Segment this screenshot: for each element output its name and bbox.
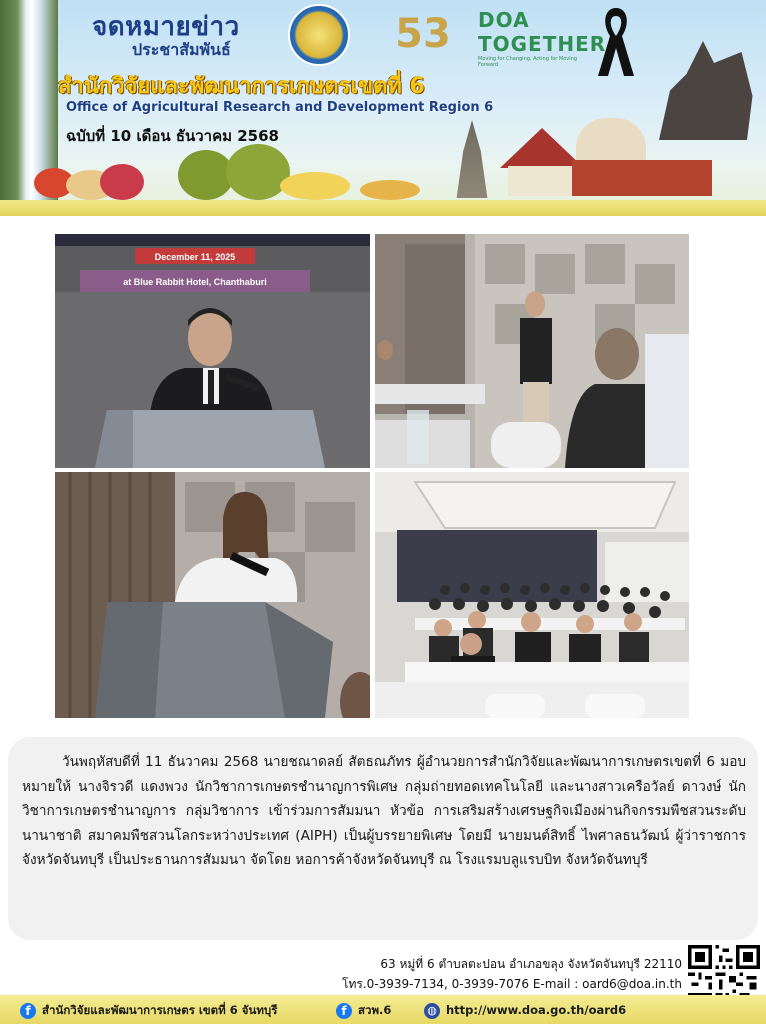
photo-date-banner: December 11, 2025 [154,252,236,262]
facebook-page-link[interactable] [20,1000,277,1020]
doa-together-logo [478,8,607,68]
news-caption-box [8,737,758,940]
mourning-ribbon-icon [596,6,636,78]
anniversary-53-logo [380,8,466,60]
office-title-en: Office of Agricultural Research and Development Region 6 [66,100,494,115]
photo-audience-hall [375,472,689,718]
photo-presenter-room [375,234,689,468]
phone-email-line: โทร.0-3939-7134, 0-3939-7076 E-mail : oard6@doa.in.th [342,977,682,991]
fruit-decoration [100,164,144,200]
globe-icon: ◍ [424,1003,440,1019]
contact-address [342,954,682,994]
footer-bar [0,995,766,1024]
doa-together-text: DOA TOGETHER [478,8,607,56]
fruit-decoration [360,180,420,200]
photo-venue-banner: at Blue Rabbit Hotel, Chanthaburi [123,277,267,287]
address-line: 63 หมู่ที่ 6 ตำบลตะปอน อำเภอขลุง จังหวัดจันทบุรี 22110 [380,957,682,971]
facebook-icon: f [20,1003,36,1019]
newsletter-title: จดหมายข่าว [92,12,240,42]
facebook-page-label: สำนักวิจัยและพัฒนาการเกษตร เขตที่ 6 จันทบุรี [42,1003,278,1017]
news-caption-text: วันพฤหัสบดีที่ 11 ธันวาคม 2568 นายชณาดลย์ สัตธณภัทร ผู้อำนวยการสำนักวิจัยและพัฒนาการเกษตรเขตที่ 6 มอบหมายให้ นางจิรวดี แดงพวง นักวิชาการเกษตรชำนาญการพิเศษ กลุ่มถ่ายทอดเทคโนโลยี และนางสาวเครือวัลย์ ดาวงษ์ นักวิชาการเกษตรชำนาญการ กลุ่มวิชาการ เข้าร่วมการสัมมนา หัวข้อ การเสริมสร้างเศรษฐกิจเมืองผ่านกิจกรรมพืชสวนระดับนานาชาติ สมาคมพืชสวนโลกระหว่างประเทศ (AIPH) เป็นผู้บรรยายพิเศษ โดยมี นายมนต์สิทธิ์ ไพศาลธนวัฒน์ ผู้ว่าราชการจังหวัดจันทบุรี เป็นประธานการสัมมนา จัดโดย หอการค้าจังหวัดจันทบุรี ณ โรงแรมบลูแรบบิท จังหวัดจันทบุรี [22,754,746,869]
website-label: http://www.doa.go.th/oard6 [446,1003,627,1017]
pagoda-image [450,120,494,198]
cathedral-image [576,118,646,166]
facebook-short-label: สวพ.6 [358,1003,392,1017]
durian-decoration [226,144,290,200]
facebook-icon: f [336,1003,352,1019]
photo-speaker-male [55,234,370,468]
doa-seal-logo [288,4,350,66]
website-link[interactable] [424,1000,626,1020]
newsletter-subtitle: ประชาสัมพันธ์ [132,40,231,59]
header-banner [0,0,766,216]
buildings-image [572,160,712,196]
king-statue-image [648,30,758,140]
logo-53-number: 53 [395,11,451,57]
issue-info: ฉบับที่ 10 เดือน ธันวาคม 2568 [66,127,279,145]
fruit-decoration [280,172,350,200]
temple-wall [508,166,576,196]
photo-speaker-female [55,472,370,718]
facebook-short-link[interactable] [336,1000,391,1020]
office-title-th: สำนักวิจัยและพัฒนาการเกษตรเขตที่ 6 [58,74,425,99]
doa-together-tagline: Moving for Changing, Acting for Moving Forward [478,56,577,68]
banner-strip [0,200,766,216]
